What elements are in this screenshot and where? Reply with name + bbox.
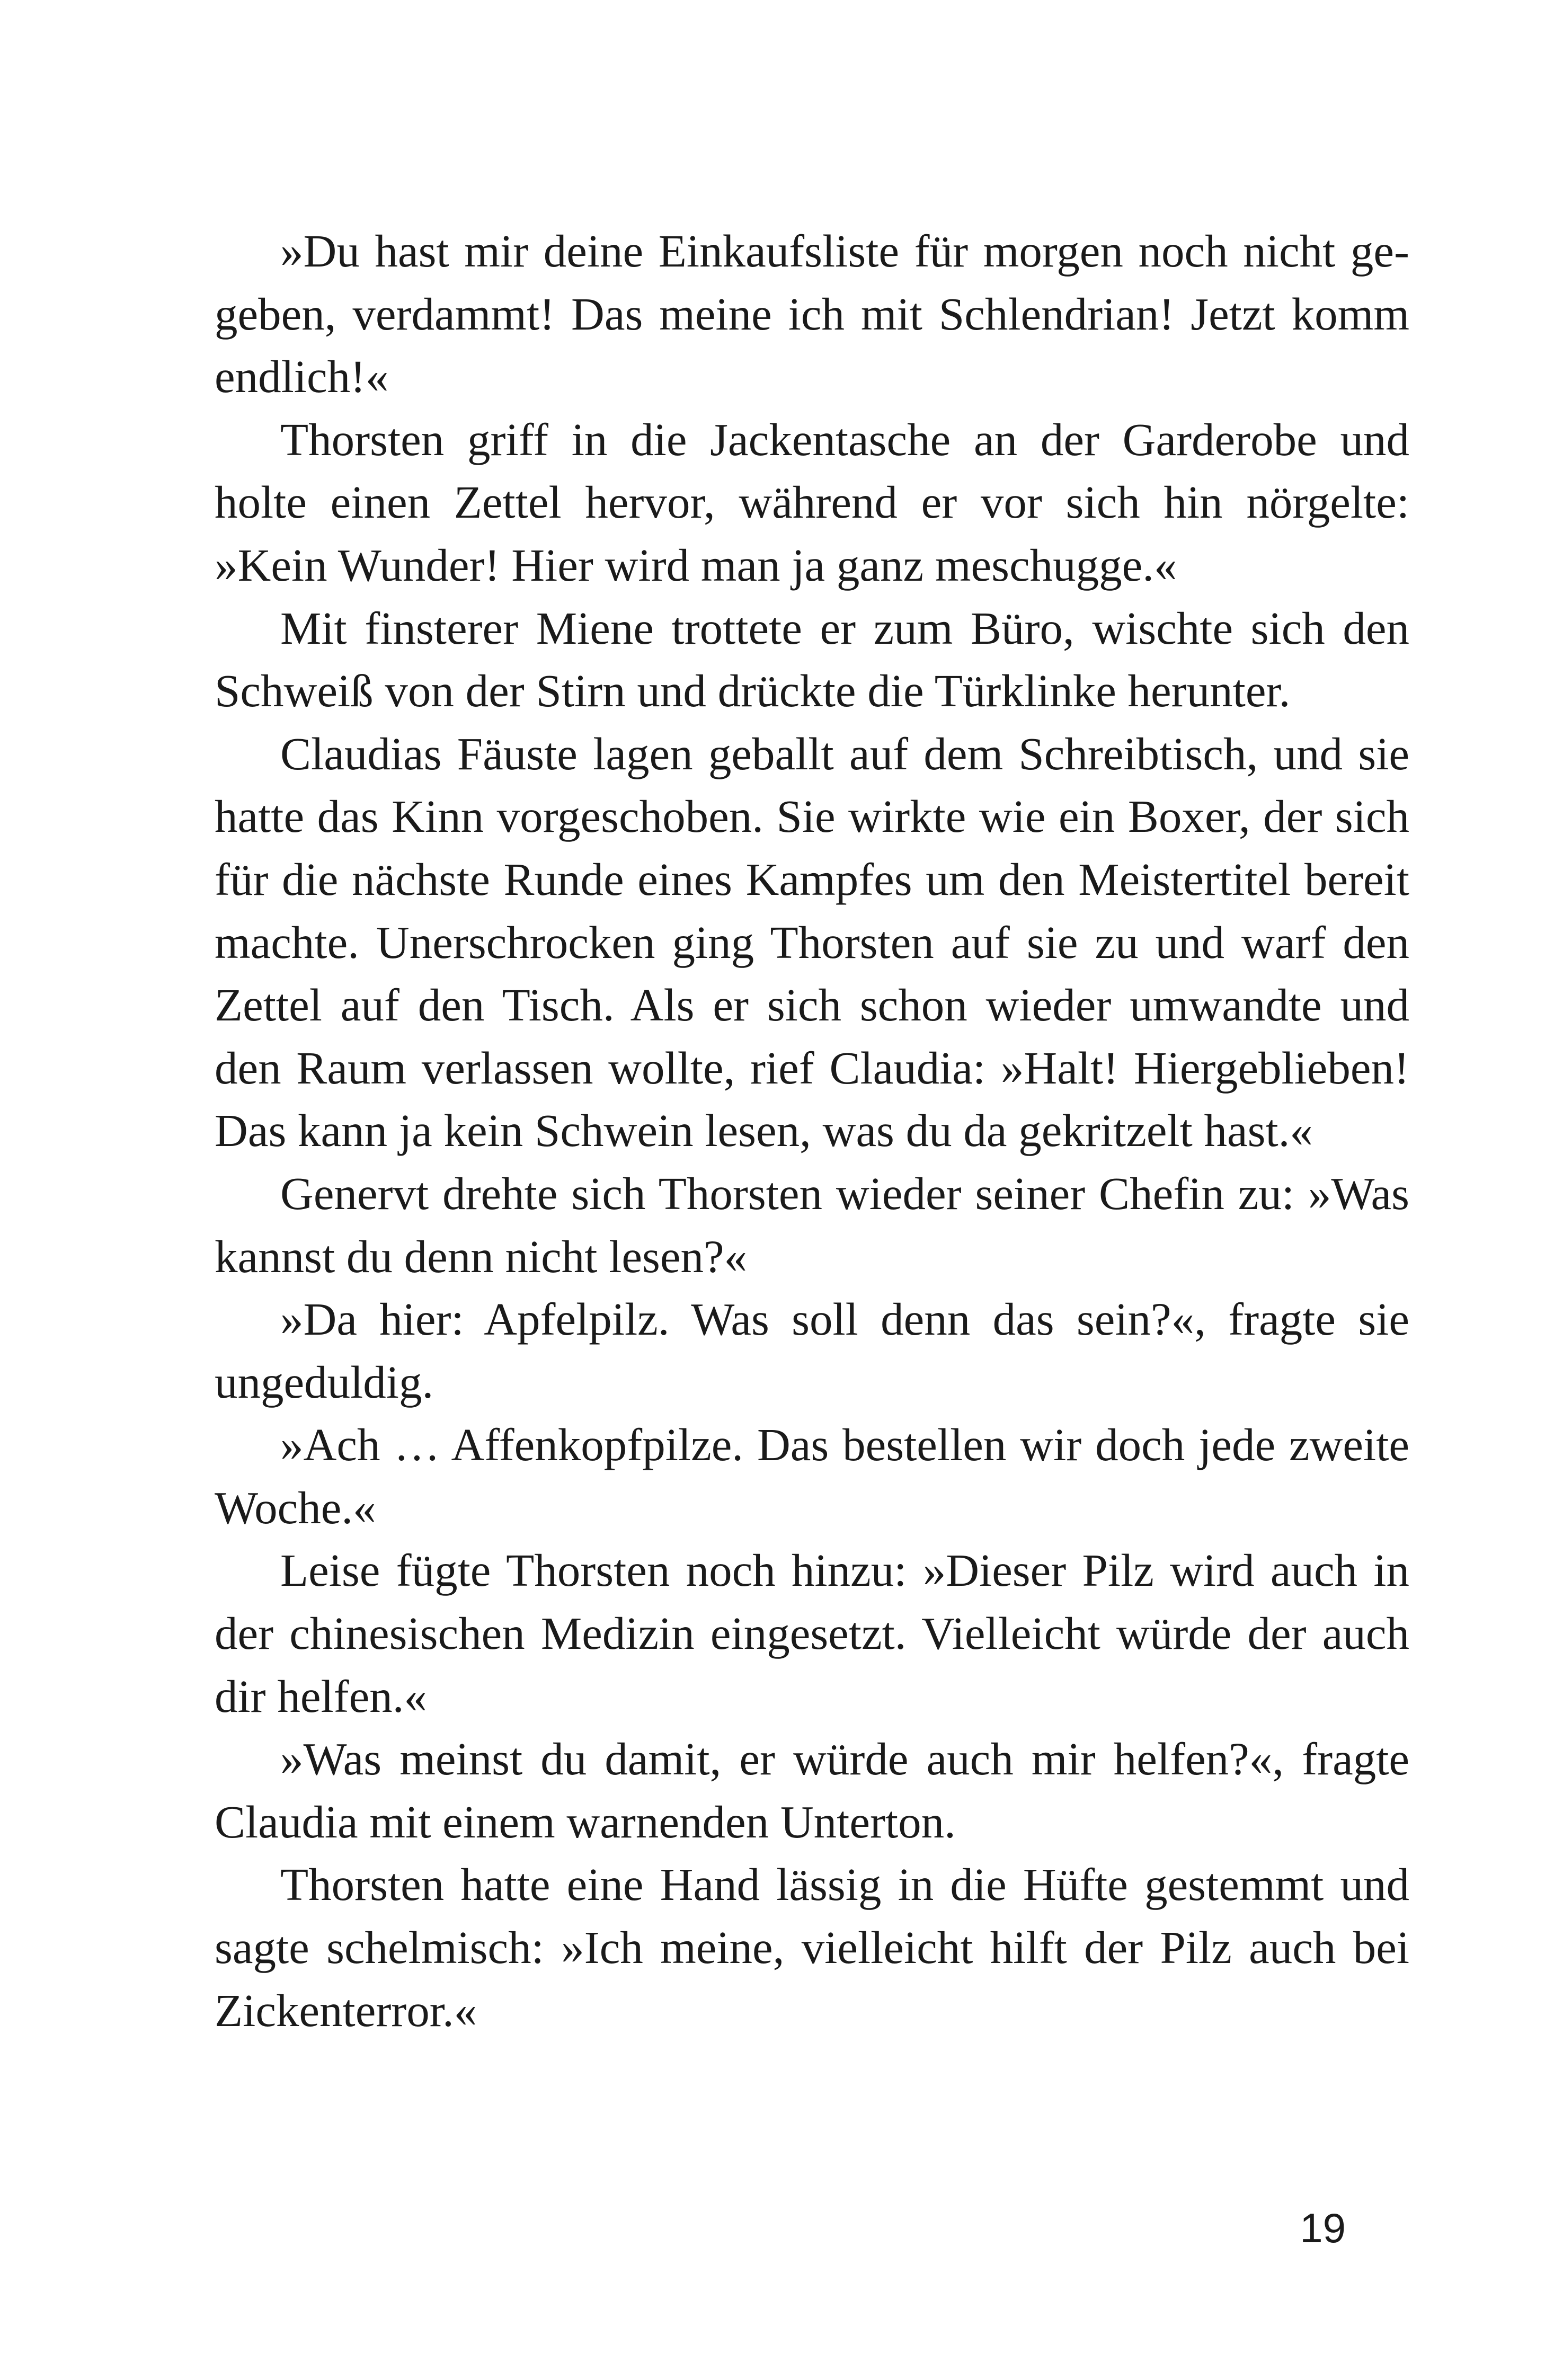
paragraph: Genervt drehte sich Thorsten wieder seiner Chefin zu: »Was kannst du denn nicht lesen?« (215, 1167, 1409, 1282)
paragraph: »Da hier: Apfelpilz. Was soll denn das sein?«, fragte sie ungeduldig. (215, 1293, 1409, 1408)
paragraph: Leise fügte Thorsten noch hinzu: »Dieser Pilz wird auch in der chinesischen Medizin eingesetzt. Vielleicht würde der auch dir helfen.« (215, 1544, 1409, 1722)
paragraph: Thorsten hatte eine Hand lässig in die Hüfte gestemmt und sagte schelmisch: »Ich meine, vielleicht hilft der Pilz auch bei Zickenterror.« (215, 1859, 1409, 2036)
paragraph: »Du hast mir deine Einkaufsliste für morgen noch nicht gegeben, verdammt! Das meine ich mit Schlendrian! Jetzt komm endlich!« (215, 225, 1409, 403)
page-number: 19 (1300, 2205, 1346, 2251)
paragraph: »Was meinst du damit, er würde auch mir helfen?«, fragte Claudia mit einem warnenden Unterton. (215, 1733, 1409, 1848)
body-text (215, 220, 1409, 2042)
paragraph: Mit finsterer Miene trottete er zum Büro, wischte sich den Schweiß von der Stirn und drückte die Türklinke herunter. (215, 602, 1409, 717)
paragraph: »Ach … Affenkopfpilze. Das bestellen wir doch jede zweite Woche.« (215, 1419, 1409, 1533)
paragraph: Claudias Fäuste lagen geballt auf dem Schreibtisch, und sie hatte das Kinn vorgeschoben. Sie wirkte wie ein Boxer, der sich für die nächste Runde eines Kampfes um den Meistertitel bereit machte. Unerschrocken ging Thorsten auf sie zu und warf den Zettel auf den Tisch. Als er sich schon wieder umwandte und den Raum verlassen wollte, rief Claudia: »Halt! Hiergeblieben! Das kann ja kein Schwein lesen, was du da gekritzelt hast.« (215, 727, 1409, 1157)
paragraph: Thorsten griff in die Jackentasche an der Garderobe und holte einen Zettel hervor, während er vor sich hin nörgelte: »Kein Wunder! Hier wird man ja ganz meschugge.« (215, 413, 1409, 591)
